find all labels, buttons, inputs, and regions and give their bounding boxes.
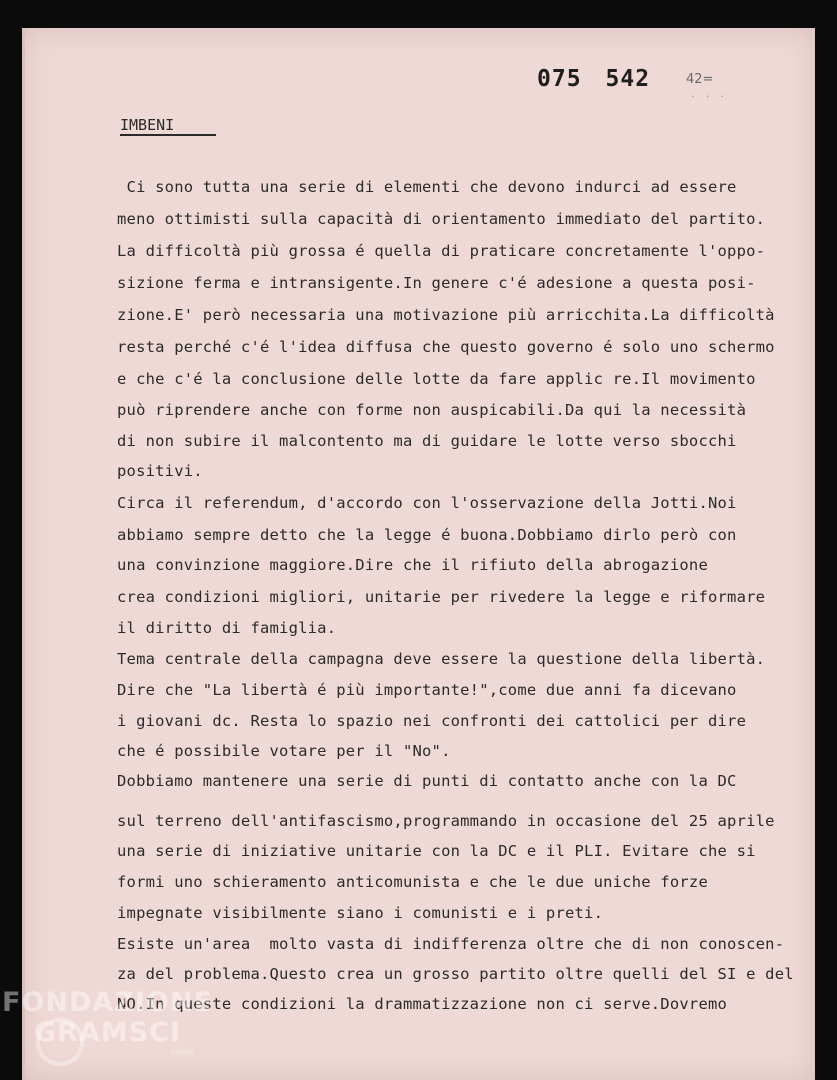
watermark-line1: FONDAZIONE	[2, 987, 213, 1018]
archive-code-part: 542	[605, 66, 651, 92]
heading-underline	[120, 134, 216, 136]
text-line: i giovani dc. Resta lo spazio nei confronti dei cattolici per dire	[117, 712, 747, 730]
watermark-line2: GRAMSCI	[34, 1017, 182, 1048]
archive-code-part: 075	[537, 66, 582, 92]
text-line: Ci sono tutta una serie di elementi che devono indurci ad essere	[117, 178, 737, 196]
text-line: zione.E' però necessaria una motivazione più arricchita.La difficoltà	[117, 306, 775, 324]
text-line: Dire che "La libertà é più importante!",come due anni fa dicevano	[117, 681, 737, 699]
text-line: Dobbiamo mantenere una serie di punti di contatto anche con la DC	[117, 772, 737, 790]
text-line: abbiamo sempre detto che la legge é buona.Dobbiamo dirlo però con	[117, 526, 737, 544]
text-line: La difficoltà più grossa é quella di praticare concretamente l'oppo-	[117, 242, 766, 260]
text-line: sul terreno dell'antifascismo,programmando in occasione del 25 aprile	[117, 812, 775, 830]
text-line: impegnate visibilmente siano i comunisti e i preti.	[117, 904, 604, 922]
pencil-note: 42=	[686, 72, 714, 87]
text-line: resta perché c'é l'idea diffusa che questo governo é solo uno schermo	[117, 338, 775, 356]
text-line: e che c'é la conclusione delle lotte da fare applic re.Il movimento	[117, 370, 756, 388]
speaker-heading: IMBENI	[120, 116, 175, 134]
text-line: di non subire il malcontento ma di guidare le lotte verso sbocchi	[117, 432, 737, 450]
text-line: za del problema.Questo crea un grosso partito oltre quelli del SI e del	[117, 965, 794, 983]
text-line: Tema centrale della campagna deve essere la questione della libertà.	[117, 650, 766, 668]
text-line: che é possibile votare per il "No".	[117, 742, 451, 760]
text-line: sizione ferma e intransigente.In genere c'é adesione a questa posi-	[117, 274, 756, 292]
page-edge	[22, 28, 25, 1080]
text-line: una serie di iniziative unitarie con la DC e il PLI. Evitare che si	[117, 842, 756, 860]
text-line: positivi.	[117, 462, 203, 480]
text-line: NO.In queste condizioni la drammatizzazione non ci serve.Dovremo	[117, 995, 728, 1013]
watermark-sub: onlus	[170, 1048, 195, 1058]
text-line: una convinzione maggiore.Dire che il rifiuto della abrogazione	[117, 556, 708, 574]
text-line: Esiste un'area molto vasta di indifferenza oltre che di non conoscen-	[117, 935, 785, 953]
archive-code	[537, 66, 674, 92]
text-line: Circa il referendum, d'accordo con l'osservazione della Jotti.Noi	[117, 494, 737, 512]
text-line: il diritto di famiglia.	[117, 619, 337, 637]
text-line: crea condizioni migliori, unitarie per rivedere la legge e riformare	[117, 588, 766, 606]
text-line: può riprendere anche con forme non auspicabili.Da qui la necessità	[117, 401, 747, 419]
watermark	[2, 988, 213, 1048]
text-line: formi uno schieramento anticomunista e che le due uniche forze	[117, 873, 708, 891]
text-line: meno ottimisti sulla capacità di orientamento immediato del partito.	[117, 210, 766, 228]
pencil-dots: . . .	[690, 90, 728, 100]
